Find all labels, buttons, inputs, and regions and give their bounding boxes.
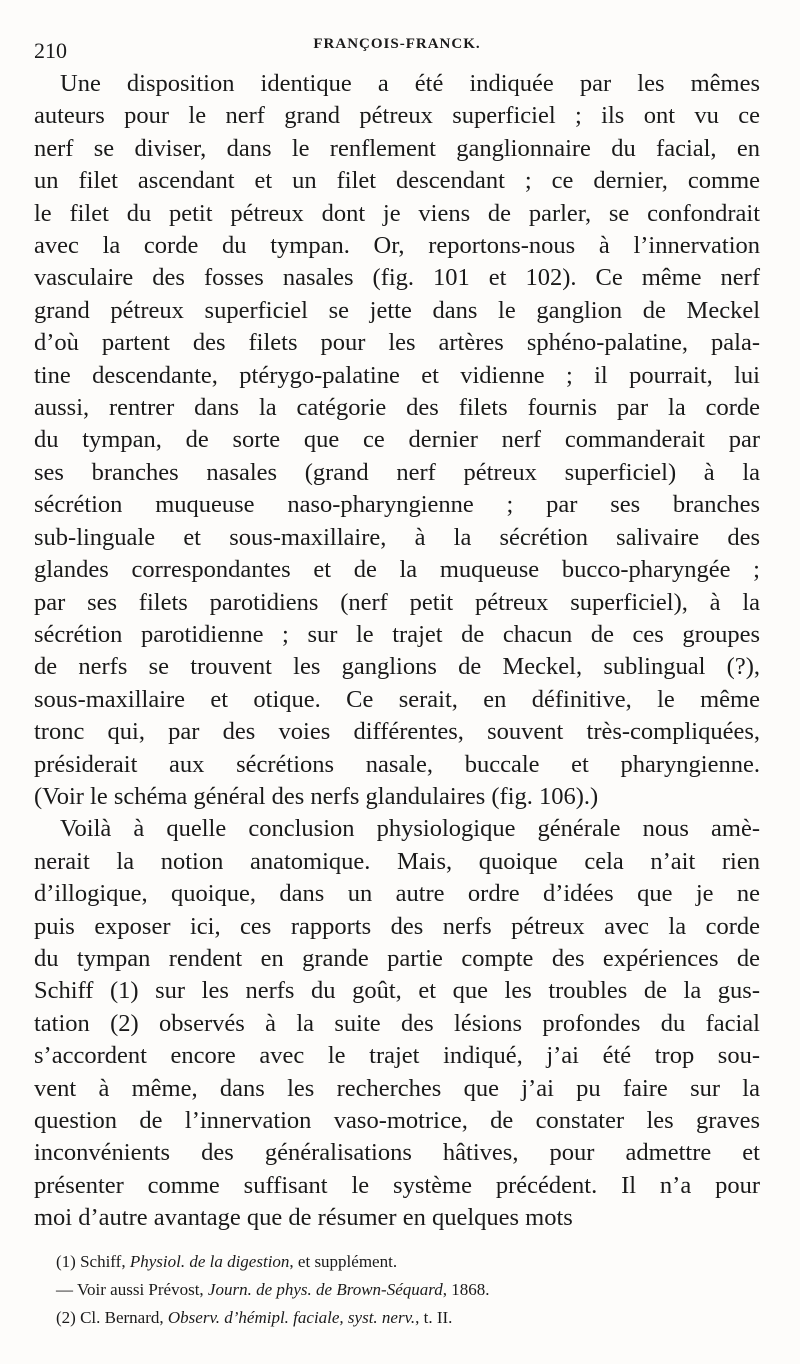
footnote-marker: (2)	[56, 1308, 76, 1327]
text-line: grand pétreux superficiel se jette dans le ganglion de Meckel	[34, 296, 760, 324]
text-line: avec la corde du tympan. Or, reportons-nous à l’innervation	[34, 232, 760, 260]
text-line: sécrétion muqueuse naso-pharyngienne ; par ses branches	[34, 491, 760, 519]
text-line: sous-maxillaire et otique. Ce serait, en définitive, le même	[34, 685, 760, 713]
text-line: nerf se diviser, dans le renflement ganglionnaire du facial, en	[34, 134, 760, 162]
text-line: par ses filets parotidiens (nerf petit pétreux superficiel), à la	[34, 588, 760, 616]
text-line: présenter comme suffisant le système précédent. Il n’a pour	[34, 1171, 760, 1199]
text-line: aussi, rentrer dans la catégorie des filets fournis par la corde	[34, 394, 760, 422]
text-line: le filet du petit pétreux dont je viens de parler, se confondrait	[34, 199, 760, 227]
text-line: inconvénients des généralisations hâtives, pour admettre et	[34, 1139, 760, 1167]
text-line: nerait la notion anatomique. Mais, quoique cela n’ait rien	[34, 847, 760, 875]
text-line: moi d’autre avantage que de résumer en quelques mots	[34, 1204, 573, 1232]
footnote-marker: —	[56, 1280, 73, 1299]
text-line: Voilà à quelle conclusion physiologique générale nous amè-	[60, 815, 760, 843]
footnote-text: Cl. Bernard,	[75, 1308, 168, 1327]
text-line: Schiff (1) sur les nerfs du goût, et que les troubles de la gus-	[34, 977, 760, 1005]
footnote	[56, 1304, 760, 1332]
text-line: vasculaire des fosses nasales (fig. 101 et 102). Ce même nerf	[34, 264, 760, 292]
footnote-title: Observ. d’hémipl. faciale, syst. nerv.	[167, 1308, 416, 1327]
text-line: présiderait aux sécrétions nasale, buccale et pharyngienne.	[34, 750, 760, 778]
text-line: sub-linguale et sous-maxillaire, à la sécrétion salivaire des	[34, 523, 760, 551]
text-line: d’où partent des filets pour les artères sphéno-palatine, pala-	[34, 329, 760, 357]
text-line: puis exposer ici, ces rapports des nerfs pétreux avec la corde	[34, 912, 760, 940]
text-line: sécrétion parotidienne ; sur le trajet de chacun de ces groupes	[34, 620, 760, 648]
footnote	[56, 1276, 760, 1304]
footnote-text: Schiff,	[75, 1252, 130, 1271]
running-title: FRANÇOIS-FRANCK.	[313, 36, 481, 52]
footnote-marker: (1)	[56, 1252, 76, 1271]
footnote-text: , 1868.	[442, 1280, 490, 1299]
footnote-title: Physiol. de la digestion	[129, 1252, 290, 1271]
text-line: tronc qui, par des voies différentes, souvent très-compliquées,	[34, 718, 760, 746]
text-line: Une disposition identique a été indiquée par les mêmes	[60, 70, 760, 97]
text-line: s’accordent encore avec le trajet indiqué, j’ai été trop sou-	[34, 1042, 760, 1070]
text-line: du tympan rendent en grande partie compte des expériences de	[34, 944, 760, 972]
footnote-text: , et supplément.	[289, 1252, 398, 1271]
text-line: glandes correspondantes et de la muqueuse bucco-pharyngée ;	[34, 556, 760, 584]
text-line: tation (2) observés à la suite des lésions profondes du facial	[34, 1009, 760, 1037]
text-line: question de l’innervation vaso-motrice, de constater les graves	[34, 1107, 760, 1134]
text-line: d’illogique, quoique, dans un autre ordre d’idées que je ne	[34, 880, 760, 908]
footnote	[56, 1248, 760, 1276]
text-line: auteurs pour le nerf grand pétreux superficiel ; ils ont vu ce	[34, 102, 760, 130]
footnote-text: Voir aussi Prévost,	[73, 1280, 208, 1299]
text-line: du tympan, de sorte que ce dernier nerf commanderait par	[34, 426, 760, 454]
text-line: ses branches nasales (grand nerf pétreux superficiel) à la	[34, 458, 760, 486]
footnotes	[56, 1248, 760, 1332]
text-line: (Voir le schéma général des nerfs glandulaires (fig. 106).)	[34, 782, 599, 810]
footnote-title: Journ. de phys. de Brown-Séquard	[207, 1280, 443, 1299]
running-head	[34, 34, 760, 64]
body-text	[34, 68, 760, 1235]
footnote-text: , t. II.	[415, 1308, 453, 1327]
text-line: vent à même, dans les recherches que j’ai pu faire sur la	[34, 1074, 760, 1102]
text-line: de nerfs se trouvent les ganglions de Meckel, sublingual (?),	[34, 653, 760, 681]
text-line: un filet ascendant et un filet descendant ; ce dernier, comme	[34, 167, 760, 195]
paragraph-2	[34, 813, 760, 1234]
page-number: 210	[34, 38, 67, 63]
text-line: tine descendante, ptérygo-palatine et vidienne ; il pourrait, lui	[34, 361, 760, 389]
paragraph-1	[34, 68, 760, 813]
